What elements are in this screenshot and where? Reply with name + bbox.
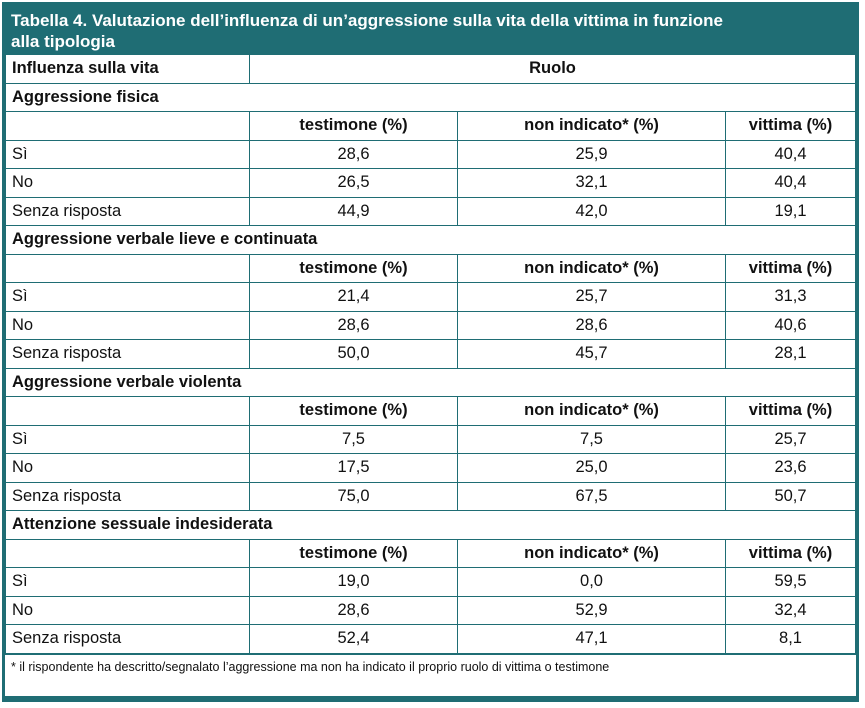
data-table xyxy=(5,54,856,654)
row-label: No xyxy=(6,454,250,483)
table-row xyxy=(6,340,856,369)
section-row xyxy=(6,511,856,540)
value-cell: 17,5 xyxy=(250,454,458,483)
value-cell: 31,3 xyxy=(726,283,856,312)
column-header: vittima (%) xyxy=(726,254,856,283)
value-cell: 26,5 xyxy=(250,169,458,198)
value-cell: 32,1 xyxy=(458,169,726,198)
value-cell: 32,4 xyxy=(726,596,856,625)
column-header: testimone (%) xyxy=(250,254,458,283)
section-row xyxy=(6,83,856,112)
column-header: testimone (%) xyxy=(250,397,458,426)
value-cell: 19,0 xyxy=(250,568,458,597)
table-title xyxy=(5,5,856,54)
table-row xyxy=(6,283,856,312)
value-cell: 50,0 xyxy=(250,340,458,369)
table-row xyxy=(6,568,856,597)
column-header: non indicato* (%) xyxy=(458,539,726,568)
value-cell: 25,7 xyxy=(726,425,856,454)
table-row xyxy=(6,596,856,625)
table-body xyxy=(5,54,856,696)
value-cell: 25,7 xyxy=(458,283,726,312)
title-line-1: Tabella 4. Valutazione dell’influenza di un’aggressione sulla vita della vittima in funzione xyxy=(11,11,723,30)
value-cell: 40,6 xyxy=(726,311,856,340)
value-cell: 25,9 xyxy=(458,140,726,169)
value-cell: 28,6 xyxy=(250,140,458,169)
column-header: vittima (%) xyxy=(726,539,856,568)
section-title: Aggressione verbale violenta xyxy=(6,368,856,397)
table-row xyxy=(6,454,856,483)
column-header: vittima (%) xyxy=(726,112,856,141)
table-row xyxy=(6,625,856,654)
section-row xyxy=(6,368,856,397)
column-header: non indicato* (%) xyxy=(458,254,726,283)
column-header: vittima (%) xyxy=(726,397,856,426)
row-label: No xyxy=(6,596,250,625)
value-cell: 67,5 xyxy=(458,482,726,511)
column-header-row xyxy=(6,397,856,426)
row-label: Senza risposta xyxy=(6,197,250,226)
column-header-row xyxy=(6,112,856,141)
section-row xyxy=(6,226,856,255)
row-label: Sì xyxy=(6,568,250,597)
value-cell: 25,0 xyxy=(458,454,726,483)
table-header-row xyxy=(6,55,856,84)
section-title: Attenzione sessuale indesiderata xyxy=(6,511,856,540)
table-row xyxy=(6,169,856,198)
column-header-row xyxy=(6,254,856,283)
value-cell: 44,9 xyxy=(250,197,458,226)
value-cell: 40,4 xyxy=(726,169,856,198)
value-cell: 7,5 xyxy=(250,425,458,454)
column-header-blank xyxy=(6,539,250,568)
column-header-row xyxy=(6,539,856,568)
row-label: No xyxy=(6,311,250,340)
value-cell: 59,5 xyxy=(726,568,856,597)
value-cell: 28,6 xyxy=(250,311,458,340)
section-title: Aggressione verbale lieve e continuata xyxy=(6,226,856,255)
row-label: Sì xyxy=(6,283,250,312)
value-cell: 52,9 xyxy=(458,596,726,625)
value-cell: 8,1 xyxy=(726,625,856,654)
value-cell: 45,7 xyxy=(458,340,726,369)
value-cell: 28,1 xyxy=(726,340,856,369)
column-header-blank xyxy=(6,254,250,283)
value-cell: 47,1 xyxy=(458,625,726,654)
value-cell: 40,4 xyxy=(726,140,856,169)
table-row xyxy=(6,197,856,226)
value-cell: 42,0 xyxy=(458,197,726,226)
value-cell: 28,6 xyxy=(250,596,458,625)
value-cell: 0,0 xyxy=(458,568,726,597)
row-label: Sì xyxy=(6,425,250,454)
value-cell: 50,7 xyxy=(726,482,856,511)
value-cell: 75,0 xyxy=(250,482,458,511)
header-ruolo: Ruolo xyxy=(250,55,856,84)
value-cell: 52,4 xyxy=(250,625,458,654)
table-row xyxy=(6,482,856,511)
row-label: Senza risposta xyxy=(6,625,250,654)
row-label: Sì xyxy=(6,140,250,169)
column-header-blank xyxy=(6,112,250,141)
column-header: testimone (%) xyxy=(250,539,458,568)
header-influenza: Influenza sulla vita xyxy=(6,55,250,84)
column-header: non indicato* (%) xyxy=(458,112,726,141)
row-label: Senza risposta xyxy=(6,482,250,511)
column-header: non indicato* (%) xyxy=(458,397,726,426)
table-frame xyxy=(2,2,859,702)
row-label: Senza risposta xyxy=(6,340,250,369)
row-label: No xyxy=(6,169,250,198)
table-row xyxy=(6,425,856,454)
value-cell: 19,1 xyxy=(726,197,856,226)
value-cell: 28,6 xyxy=(458,311,726,340)
table-row xyxy=(6,311,856,340)
value-cell: 21,4 xyxy=(250,283,458,312)
column-header: testimone (%) xyxy=(250,112,458,141)
footnote: * il rispondente ha descritto/segnalato l’aggressione ma non ha indicato il proprio ruolo di vittima o testimone xyxy=(5,654,856,679)
value-cell: 7,5 xyxy=(458,425,726,454)
section-title: Aggressione fisica xyxy=(6,83,856,112)
table-row xyxy=(6,140,856,169)
value-cell: 23,6 xyxy=(726,454,856,483)
title-line-2: alla tipologia xyxy=(11,32,115,51)
column-header-blank xyxy=(6,397,250,426)
